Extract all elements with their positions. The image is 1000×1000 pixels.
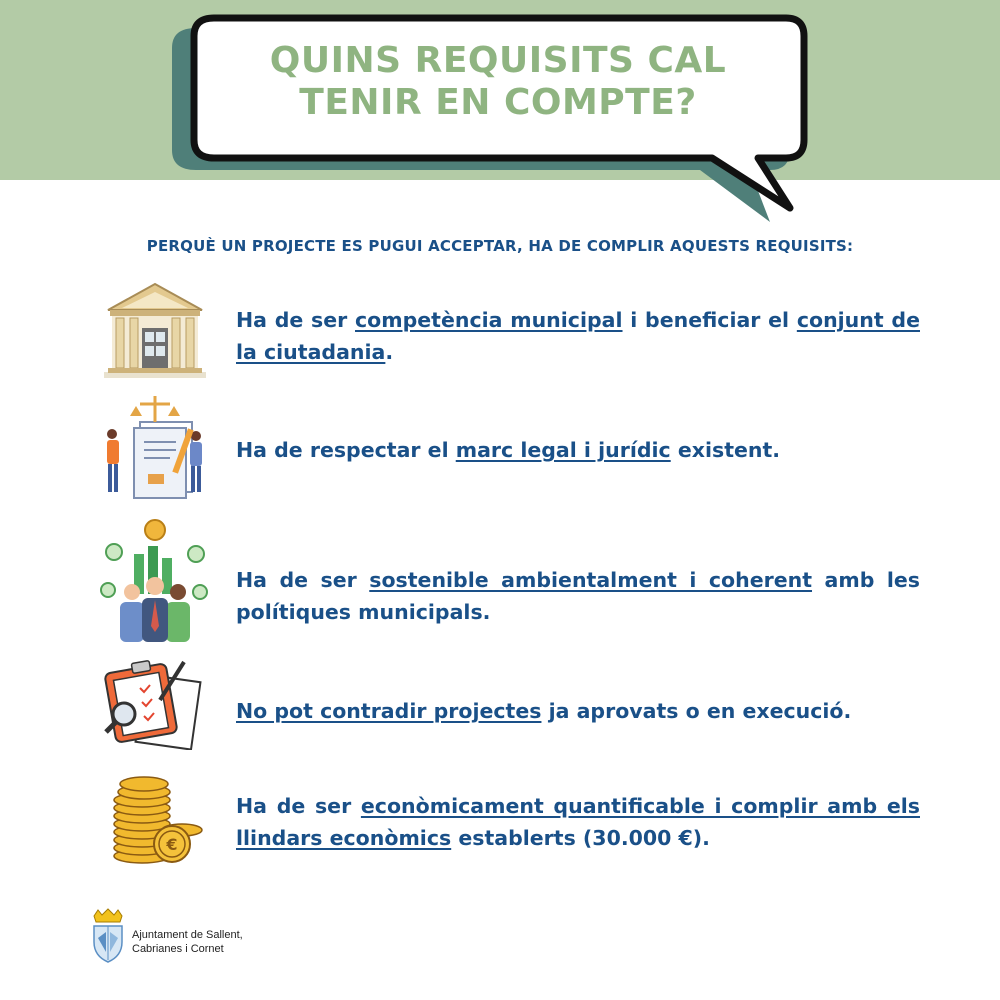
highlight-quantifiable: econòmicament quantificable i complir amb els llindars econòmics [236, 794, 920, 850]
page-title [198, 40, 798, 124]
title-line-2: TENIR EN COMPTE? [299, 82, 697, 123]
organization-name [132, 928, 243, 956]
text-part: establerts (30.000 €). [451, 826, 710, 850]
highlight-sustainable: sostenible ambientalment i coherent [369, 568, 813, 592]
town-hall-icon [100, 280, 210, 380]
requirement-text [236, 434, 920, 466]
highlight-citizenship: conjunt de la ciutadania [236, 308, 920, 364]
svg-text:€: € [166, 835, 178, 854]
requirement-text [236, 564, 920, 628]
text-part: existent. [670, 438, 781, 462]
text-part: Ha de ser [236, 308, 355, 332]
title-line-1: QUINS REQUISITS CAL [269, 40, 727, 81]
clipboard-checklist-icon [100, 656, 210, 750]
text-part: Ha de ser [236, 568, 370, 592]
org-line-1: Ajuntament de Sallent, [132, 929, 243, 941]
text-part: amb les polítiques municipals. [236, 568, 920, 624]
municipal-coat-of-arms-icon [90, 908, 126, 964]
requirement-text [236, 790, 920, 854]
highlight-legal-framework: marc legal i jurídic [455, 438, 671, 462]
sustainability-people-icon [100, 518, 210, 644]
text-part: Ha de ser [236, 794, 361, 818]
text-part: . [385, 340, 394, 364]
highlight-no-contradict: No pot contradir projectes [236, 699, 542, 723]
requirement-text [236, 695, 920, 727]
text-part: Ha de respectar el [236, 438, 456, 462]
subtitle: PERQUÈ UN PROJECTE ES PUGUI ACCEPTAR, HA DE COMPLIR AQUESTS REQUISITS: [146, 237, 854, 255]
org-line-2: Cabrianes i Cornet [132, 943, 224, 955]
text-part: i beneficiar el [622, 308, 797, 332]
coin-stack-icon [100, 770, 210, 866]
highlight-competence: competència municipal [355, 308, 623, 332]
text-part: ja aprovats o en execució. [541, 699, 852, 723]
requirement-text [236, 304, 920, 368]
legal-documents-icon [100, 392, 210, 500]
